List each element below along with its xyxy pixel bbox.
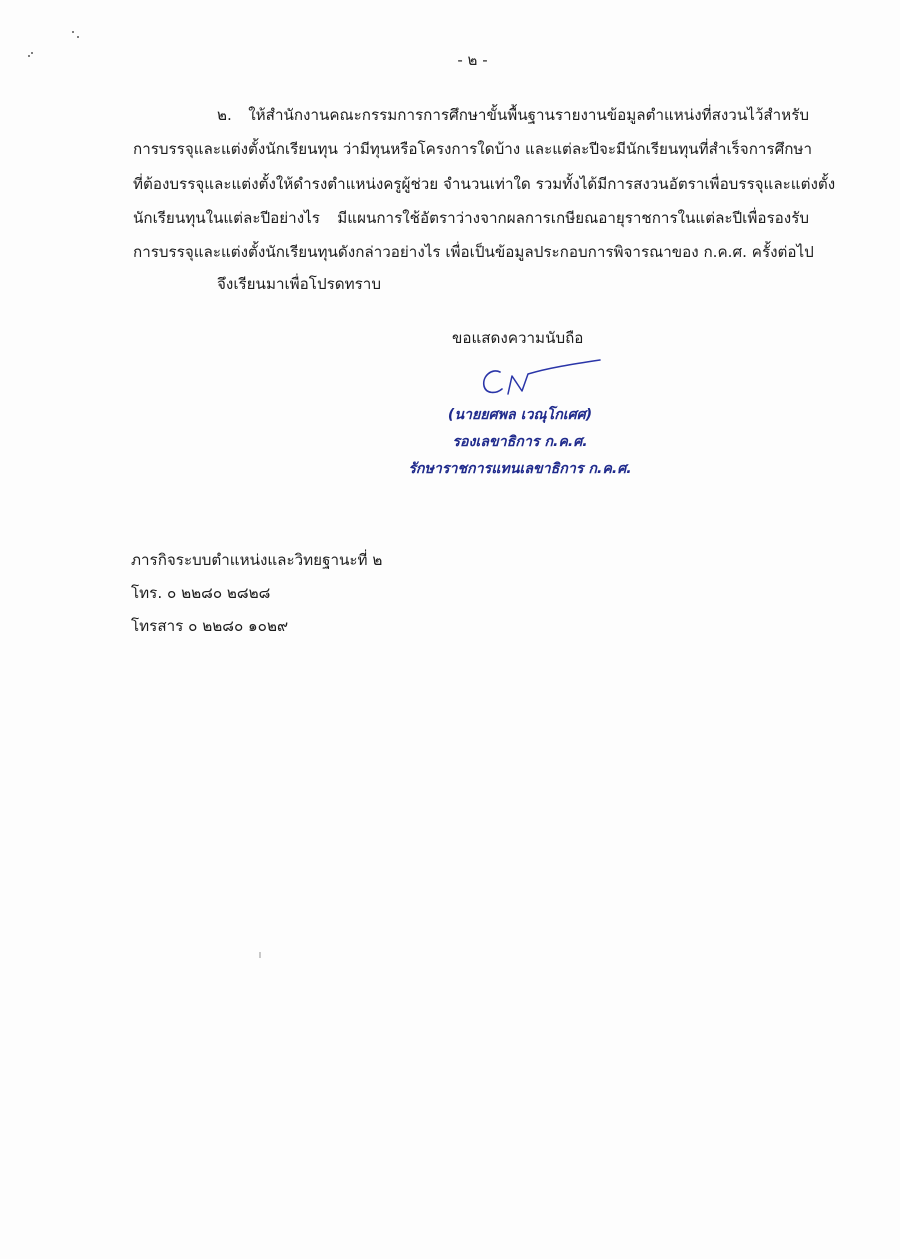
handwritten-signature (478, 358, 608, 404)
scan-speck (77, 36, 79, 38)
body-line: ๒. ให้สำนักงานคณะกรรมการการศึกษาขั้นพื้นฐานรายงานข้อมูลตำแหน่งที่สงวนไว้สำหรับ (217, 106, 809, 124)
scan-speck (72, 31, 74, 33)
contact-phone: โทร. ๐ ๒๒๘๐ ๒๘๒๘ (131, 584, 271, 602)
contact-block (131, 544, 382, 643)
closing-line: จึงเรียนมาเพื่อโปรดทราบ (217, 275, 381, 293)
contact-fax: โทรสาร ๐ ๒๒๘๐ ๑๐๒๙ (131, 617, 289, 635)
body-line: การบรรจุและแต่งตั้งนักเรียนทุนดังกล่าวอย่างไร เพื่อเป็นข้อมูลประกอบการพิจารณาของ ก.ค.ศ. ครั้งต่อไป (133, 243, 814, 262)
signer-name: (นายยศพล เวณุโกเศศ) (447, 407, 593, 423)
body-line: นักเรียนทุนในแต่ละปีอย่างไร มีแผนการใช้อัตราว่างจากผลการเกษียณอายุราชการในแต่ละปีเพื่อรองรับ (133, 208, 809, 227)
page-number: - ๒ - (457, 51, 488, 69)
signer-block (395, 402, 645, 483)
scan-mark (259, 952, 261, 958)
body-line: ที่ต้องบรรจุและแต่งตั้งให้ดำรงตำแหน่งครูผู้ช่วย จำนวนเท่าใด รวมทั้งได้มีการสงวนอัตราเพื่อบรรจุและแต่งตั้ง (133, 174, 836, 193)
body-paragraph (133, 98, 836, 269)
signer-acting-position: รักษาราชการแทนเลขาธิการ ก.ค.ศ. (408, 461, 632, 477)
contact-department: ภารกิจระบบตำแหน่งและวิทยฐานะที่ ๒ (131, 551, 383, 569)
signer-position: รองเลขาธิการ ก.ค.ศ. (452, 434, 588, 450)
body-line: การบรรจุและแต่งตั้งนักเรียนทุน ว่ามีทุนหรือโครงการใดบ้าง และแต่ละปีจะมีนักเรียนทุนที่สำเร็จการศึกษา (133, 140, 812, 159)
regards-line: ขอแสดงความนับถือ (452, 329, 584, 347)
